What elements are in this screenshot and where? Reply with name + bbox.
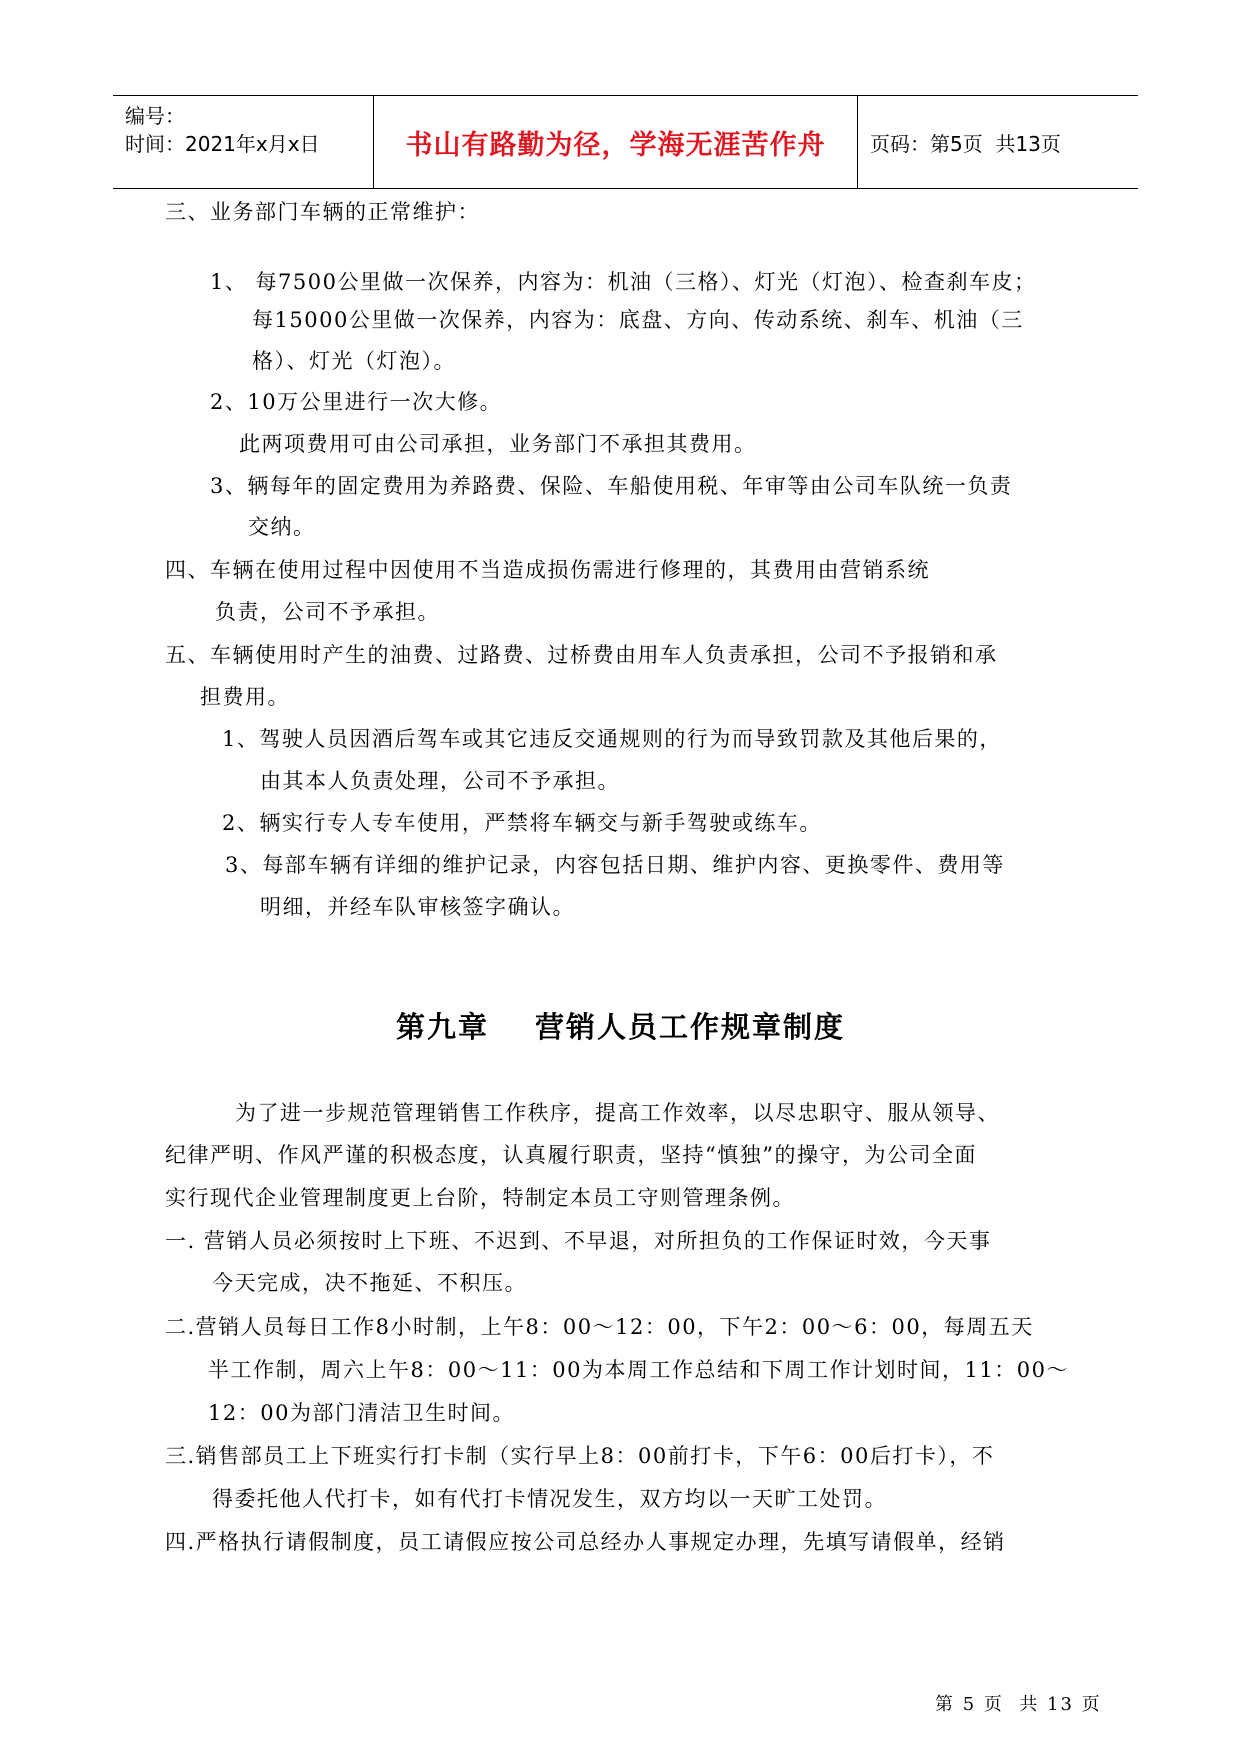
chapter-line: 纪律严明、作风严谨的积极态度，认真履行职责，坚持“慎独”的操守，为公司全面	[165, 1143, 977, 1167]
body-line: 3、每部车辆有详细的维护记录，内容包括日期、维护内容、更换零件、费用等	[225, 853, 1005, 877]
body-line: 负责，公司不予承担。	[215, 600, 440, 624]
chapter-line: 得委托他人代打卡，如有代打卡情况发生，双方均以一天旷工处罚。	[212, 1487, 887, 1511]
body-line: 由其本人负责处理，公司不予承担。	[260, 769, 620, 793]
header-page-number	[858, 96, 1138, 188]
header-meta	[113, 96, 374, 188]
body-line: 格）、灯光（灯泡）。	[252, 349, 456, 373]
body-line: 2、10万公里进行一次大修。	[210, 390, 503, 414]
body-line: 三、业务部门车辆的正常维护：	[165, 200, 480, 224]
header-motto: 书山有路勤为径，学海无涯苦作舟	[374, 96, 858, 188]
body-line: 担费用。	[200, 685, 290, 709]
chapter-line: 二.营销人员每日工作8小时制，上午8：00～12：00，下午2：00～6：00，每周五天	[165, 1315, 1034, 1339]
chapter-line: 实行现代企业管理制度更上台阶，特制定本员工守则管理条例。	[165, 1186, 795, 1210]
document-number-label: 编号：	[125, 104, 185, 128]
chapter-heading	[0, 1005, 1241, 1046]
page-footer: 第 5 页 共 13 页	[935, 1694, 1102, 1715]
chapter-line: 12：00为部门清洁卫生时间。	[208, 1401, 515, 1425]
chapter-number: 第九章	[395, 1010, 489, 1044]
chapter-line: 四.严格执行请假制度，员工请假应按公司总经办人事规定办理，先填写请假单，经销	[165, 1530, 1006, 1554]
page-header	[113, 95, 1138, 189]
chapter-line: 今天完成，决不拖延、不积压。	[212, 1271, 527, 1295]
body-line: 1、 每7500公里做一次保养，内容为：机油（三格）、灯光（灯泡）、检查刹车皮；	[210, 270, 1037, 294]
chapter-line: 为了进一步规范管理销售工作秩序，提高工作效率，以尽忠职守、服从领导、	[235, 1101, 1000, 1125]
chapter-line: 一. 营销人员必须按时上下班、不迟到、不早退，对所担负的工作保证时效，今天事	[165, 1229, 992, 1253]
body-line: 每15000公里做一次保养，内容为：底盘、方向、传动系统、刹车、机油（三	[252, 308, 1024, 332]
body-line: 2、辆实行专人专车使用，严禁将车辆交与新手驾驶或练车。	[222, 811, 822, 835]
header-page-label: 页码：第5页 共13页	[870, 131, 1061, 156]
body-line: 3、辆每年的固定费用为养路费、保险、车船使用税、年审等由公司车队统一负责	[210, 474, 1013, 498]
body-line: 明细，并经车队审核签字确认。	[260, 895, 575, 919]
body-line: 四、车辆在使用过程中因使用不当造成损伤需进行修理的，其费用由营销系统	[165, 558, 930, 582]
chapter-title: 营销人员工作规章制度	[535, 1010, 846, 1044]
body-line: 1、驾驶人员因酒后驾车或其它违反交通规则的行为而导致罚款及其他后果的，	[222, 727, 1002, 751]
document-date-label: 时间：2021年x月x日	[125, 132, 320, 156]
chapter-line: 三.销售部员工上下班实行打卡制（实行早上8：00前打卡，下午6：00后打卡），不	[165, 1444, 995, 1468]
body-line: 交纳。	[248, 515, 316, 539]
chapter-line: 半工作制，周六上午8：00～11：00为本周工作总结和下周工作计划时间，11：00～	[208, 1358, 1069, 1382]
body-line: 此两项费用可由公司承担，业务部门不承担其费用。	[239, 432, 757, 456]
body-line: 五、车辆使用时产生的油费、过路费、过桥费由用车人负责承担，公司不予报销和承	[165, 643, 998, 667]
